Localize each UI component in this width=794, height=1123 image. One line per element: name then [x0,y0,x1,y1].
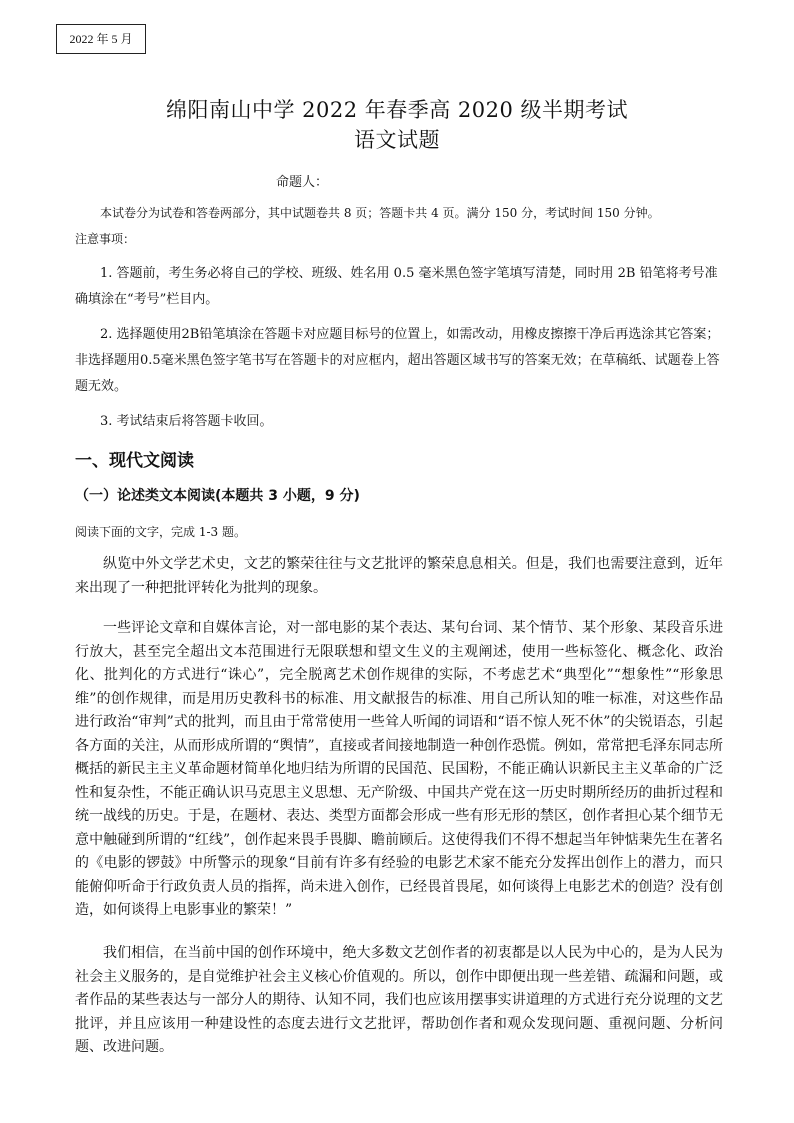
reading-direction: 阅读下面的文字，完成 1-3 题。 [75,525,246,539]
notice-item-2: 2. 选择题使用2B铅笔填涂在答题卡对应题目标号的位置上，如需改动，用橡皮擦擦干净后再选涂其它答案；非选择题用0.5毫米黑色签字笔书写在答题卡的对应框内，超出答题区域书写的答案无效；在草稿纸、试题卷上答题无效。 [75,327,720,394]
reading-paragraph-1: 纵览中外文学艺术史，文艺的繁荣往往与文艺批评的繁荣息息相关。但是，我们也需要注意到，近年来出现了一种把批评转化为批判的现象。 [75,556,723,596]
instructions-intro: 本试卷分为试卷和答卷两部分，其中试题卷共 8 页；答题卡共 4 页。满分 150 分，考试时间 150 分钟。 [100,206,660,220]
exam-subject-title: 语文试题 [354,128,440,152]
notice-item-1: 1. 答题前，考生务必将自己的学校、班级、姓名用 0.5 毫米黑色签字笔填写清楚，同时用 2B 铅笔将考号准确填涂在“考号”栏目内。 [75,266,718,307]
exam-date-label: 2022 年 5 月 [56,24,146,54]
reading-paragraph-3: 我们相信，在当前中国的创作环境中，绝大多数文艺创作者的初衷都是以人民为中心的，是为人民为社会主义服务的，是自觉维护社会主义核心价值观的。所以，创作中即便出现一些差错、疏漏和问题，或者作品的某些表达与一部分人的期待、认知不同，我们也应该用摆事实讲道理的方式进行充分说理的文艺批评，并且应该用一种建设性的态度去进行文艺批评，帮助创作者和观众发现问题、重视问题、分析问题、改进问题。 [75,945,723,1055]
section-heading: 一、现代文阅读 [75,451,194,471]
author-label: 命题人： [276,175,329,190]
reading-paragraph-2: 一些评论文章和自媒体言论，对一部电影的某个表达、某句台词、某个情节、某个形象、某段音乐进行放大，甚至完全超出文本范围进行无限联想和望文生义的主观阐述，使用一些标签化、概念化、政治化、批判化的方式进行“诛心”，完全脱离艺术创作规律的实际，不考虑艺术“典型化”“想象性”“形象思维”的创作规律，而是用历史教科书的标准、用文献报告的标准、用自己所认知的唯一标准，对这些作品进行政治“审判”式的批判，而且由于常常使用一些耸人听闻的词语和“语不惊人死不休”的尖锐语态，引起各方面的关注，从而形成所谓的“舆情”，直接或者间接地制造一种创作恐慌。例如，常常把毛泽东同志所概括的新民主主义革命题材简单化地归结为所谓的民国范、民国粉，不能正确认识新民主主义革命的广泛性和复杂性，不能正确认识马克思主义思想、无产阶级、中国共产党在这一历史时期所经历的曲折过程和统一战线的历史。于是，在题材、表达、类型方面都会形成一些有形无形的禁区，创作者担心某个细节无意中触碰到所谓的“红线”，创作起来畏手畏脚、瞻前顾后。这使得我们不得不想起当年钟惦棐先生在著名的《电影的锣鼓》中所警示的现象“目前有许多有经验的电影艺术家不能充分发挥出创作上的潜力，而只能俯仰听命于行政负责人员的指挥，尚未进入创作，已经畏首畏尾，如何谈得上电影艺术的创造？没有创造，如何谈得上电影事业的繁荣！” [75,620,723,918]
notice-label: 注意事项： [75,232,136,246]
exam-title: 绵阳南山中学 2022 年春季高 2020 级半期考试 [165,98,629,122]
subsection-heading: （一）论述类文本阅读(本题共 3 小题，9 分) [75,488,360,504]
notice-item-3: 3. 考试结束后将答题卡收回。 [100,414,273,429]
